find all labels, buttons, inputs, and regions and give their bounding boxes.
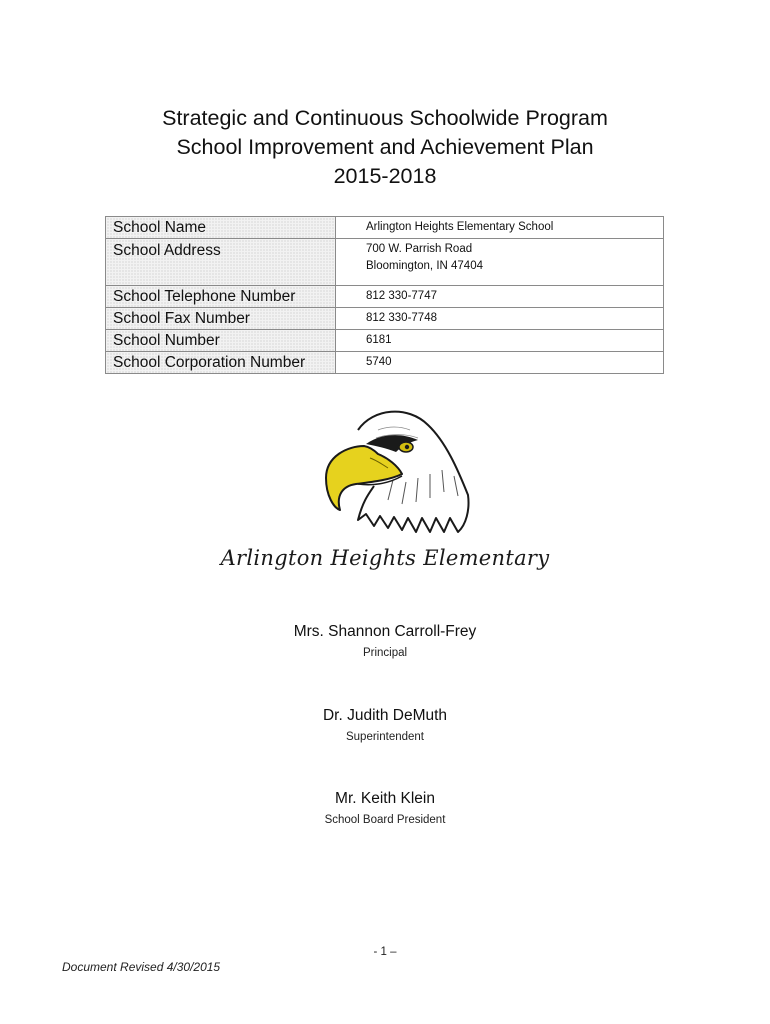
row-value: 6181 bbox=[336, 330, 664, 352]
table-row bbox=[106, 286, 664, 308]
row-label: School Address bbox=[106, 239, 336, 286]
principal-role: Principal bbox=[362, 647, 408, 659]
address-line-1: 700 W. Parrish Road bbox=[366, 243, 473, 255]
table-row bbox=[106, 330, 664, 352]
superintendent-block bbox=[0, 706, 770, 745]
principal-name: Mrs. Shannon Carroll-Frey bbox=[293, 623, 477, 640]
principal-block bbox=[0, 622, 770, 661]
row-label: School Corporation Number bbox=[106, 352, 336, 374]
row-value: 812 330-7748 bbox=[336, 308, 664, 330]
school-info-table bbox=[105, 216, 664, 374]
school-name-logo-text: Arlington Heights Elementary bbox=[220, 546, 550, 570]
document-title bbox=[0, 104, 770, 191]
row-label: School Fax Number bbox=[106, 308, 336, 330]
board-president-name: Mr. Keith Klein bbox=[335, 790, 435, 807]
row-value: 812 330-7747 bbox=[336, 286, 664, 308]
title-line-1: Strategic and Continuous Schoolwide Program bbox=[162, 106, 608, 130]
superintendent-role: Superintendent bbox=[345, 731, 424, 743]
table-row bbox=[106, 308, 664, 330]
page-number: - 1 – bbox=[373, 946, 397, 958]
table-row bbox=[106, 217, 664, 239]
table-row bbox=[106, 239, 664, 286]
revision-note: Document Revised 4/30/2015 bbox=[62, 960, 221, 974]
table-row bbox=[106, 352, 664, 374]
address-line-2: Bloomington, IN 47404 bbox=[366, 260, 483, 272]
row-label: School Telephone Number bbox=[106, 286, 336, 308]
row-value: Arlington Heights Elementary School bbox=[336, 217, 664, 239]
title-line-2: School Improvement and Achievement Plan bbox=[176, 135, 594, 159]
board-president-role: School Board President bbox=[324, 814, 446, 826]
row-label: School Name bbox=[106, 217, 336, 239]
row-value: 5740 bbox=[336, 352, 664, 374]
row-label: School Number bbox=[106, 330, 336, 352]
row-value bbox=[336, 239, 664, 286]
eagle-head-icon bbox=[318, 400, 478, 540]
board-president-block bbox=[0, 789, 770, 828]
title-line-3: 2015-2018 bbox=[333, 164, 437, 188]
superintendent-name: Dr. Judith DeMuth bbox=[322, 707, 448, 724]
